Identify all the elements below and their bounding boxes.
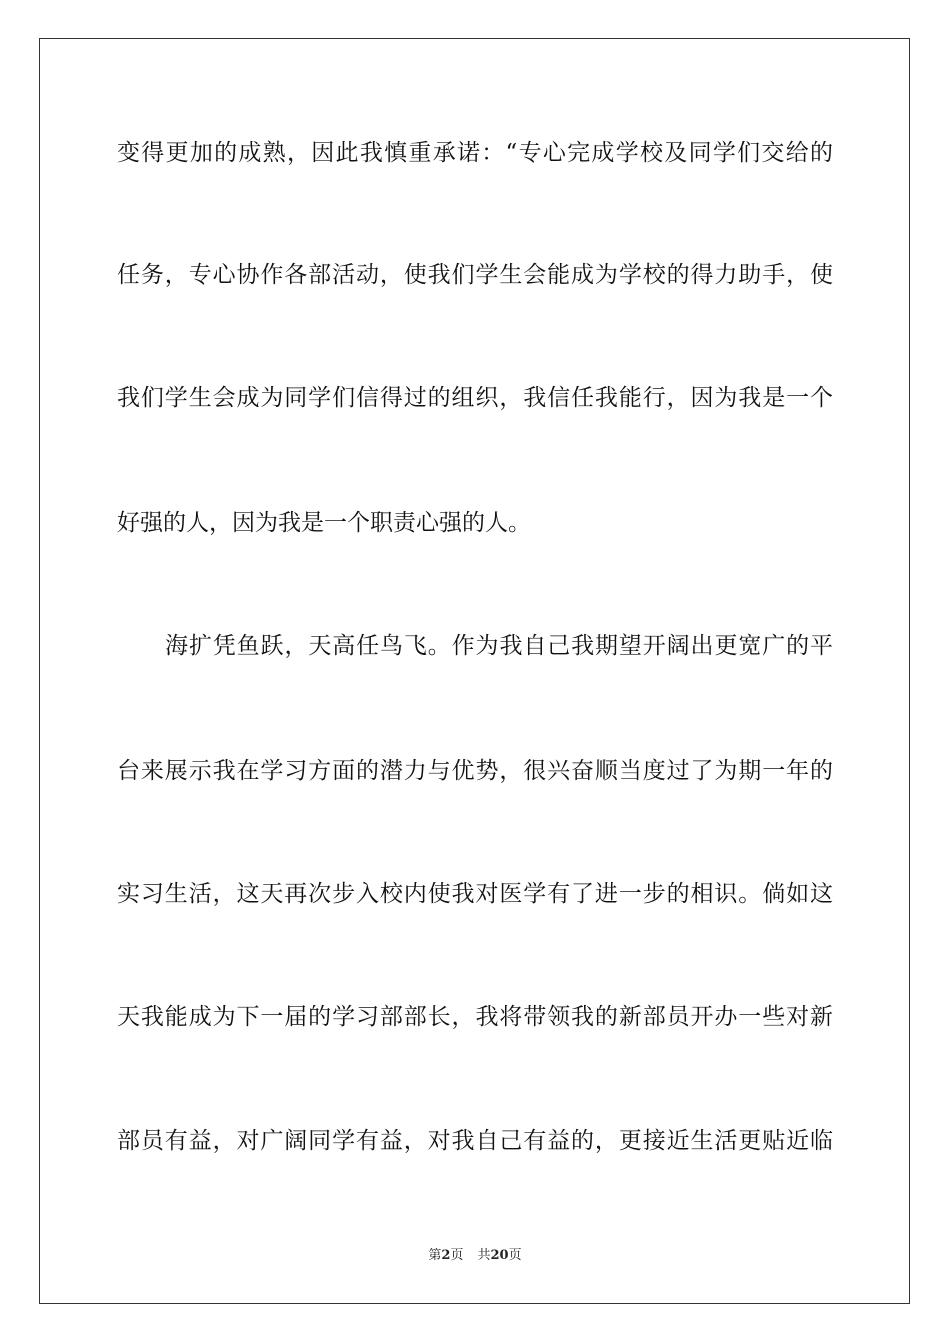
page-border	[39, 38, 910, 1304]
page-footer	[0, 1247, 950, 1265]
paragraph-line-9: 部员有益，对广阔同学有益，对我自己有益的，更接近生活更贴近临	[117, 1128, 833, 1154]
paragraph-line-5: 海扩凭鱼跃，天高任鸟飞。作为我自己我期望开阔出更宽广的平	[165, 633, 833, 659]
paragraph-line-6: 台来展示我在学习方面的潜力与优势，很兴奋顺当度过了为期一年的	[117, 758, 833, 784]
total-suffix: 页	[508, 1248, 522, 1263]
total-pages: 20	[490, 1248, 509, 1263]
paragraph-line-4: 好强的人，因为我是一个职责心强的人。	[117, 510, 531, 536]
total-prefix: 共	[477, 1248, 491, 1263]
page-suffix: 页	[450, 1248, 464, 1263]
paragraph-line-7: 实习生活，这天再次步入校内使我对医学有了进一步的相识。倘如这	[117, 881, 833, 907]
page-prefix: 第	[428, 1248, 442, 1263]
paragraph-line-2: 任务，专心协作各部活动，使我们学生会能成为学校的得力助手，使	[117, 262, 833, 288]
paragraph-line-1: 变得更加的成熟，因此我慎重承诺：“专心完成学校及同学们交给的	[117, 140, 833, 166]
page-number: 2	[441, 1248, 451, 1263]
paragraph-line-3: 我们学生会成为同学们信得过的组织，我信任我能行，因为我是一个	[117, 385, 833, 411]
paragraph-line-8: 天我能成为下一届的学习部部长，我将带领我的新部员开办一些对新	[117, 1004, 833, 1030]
